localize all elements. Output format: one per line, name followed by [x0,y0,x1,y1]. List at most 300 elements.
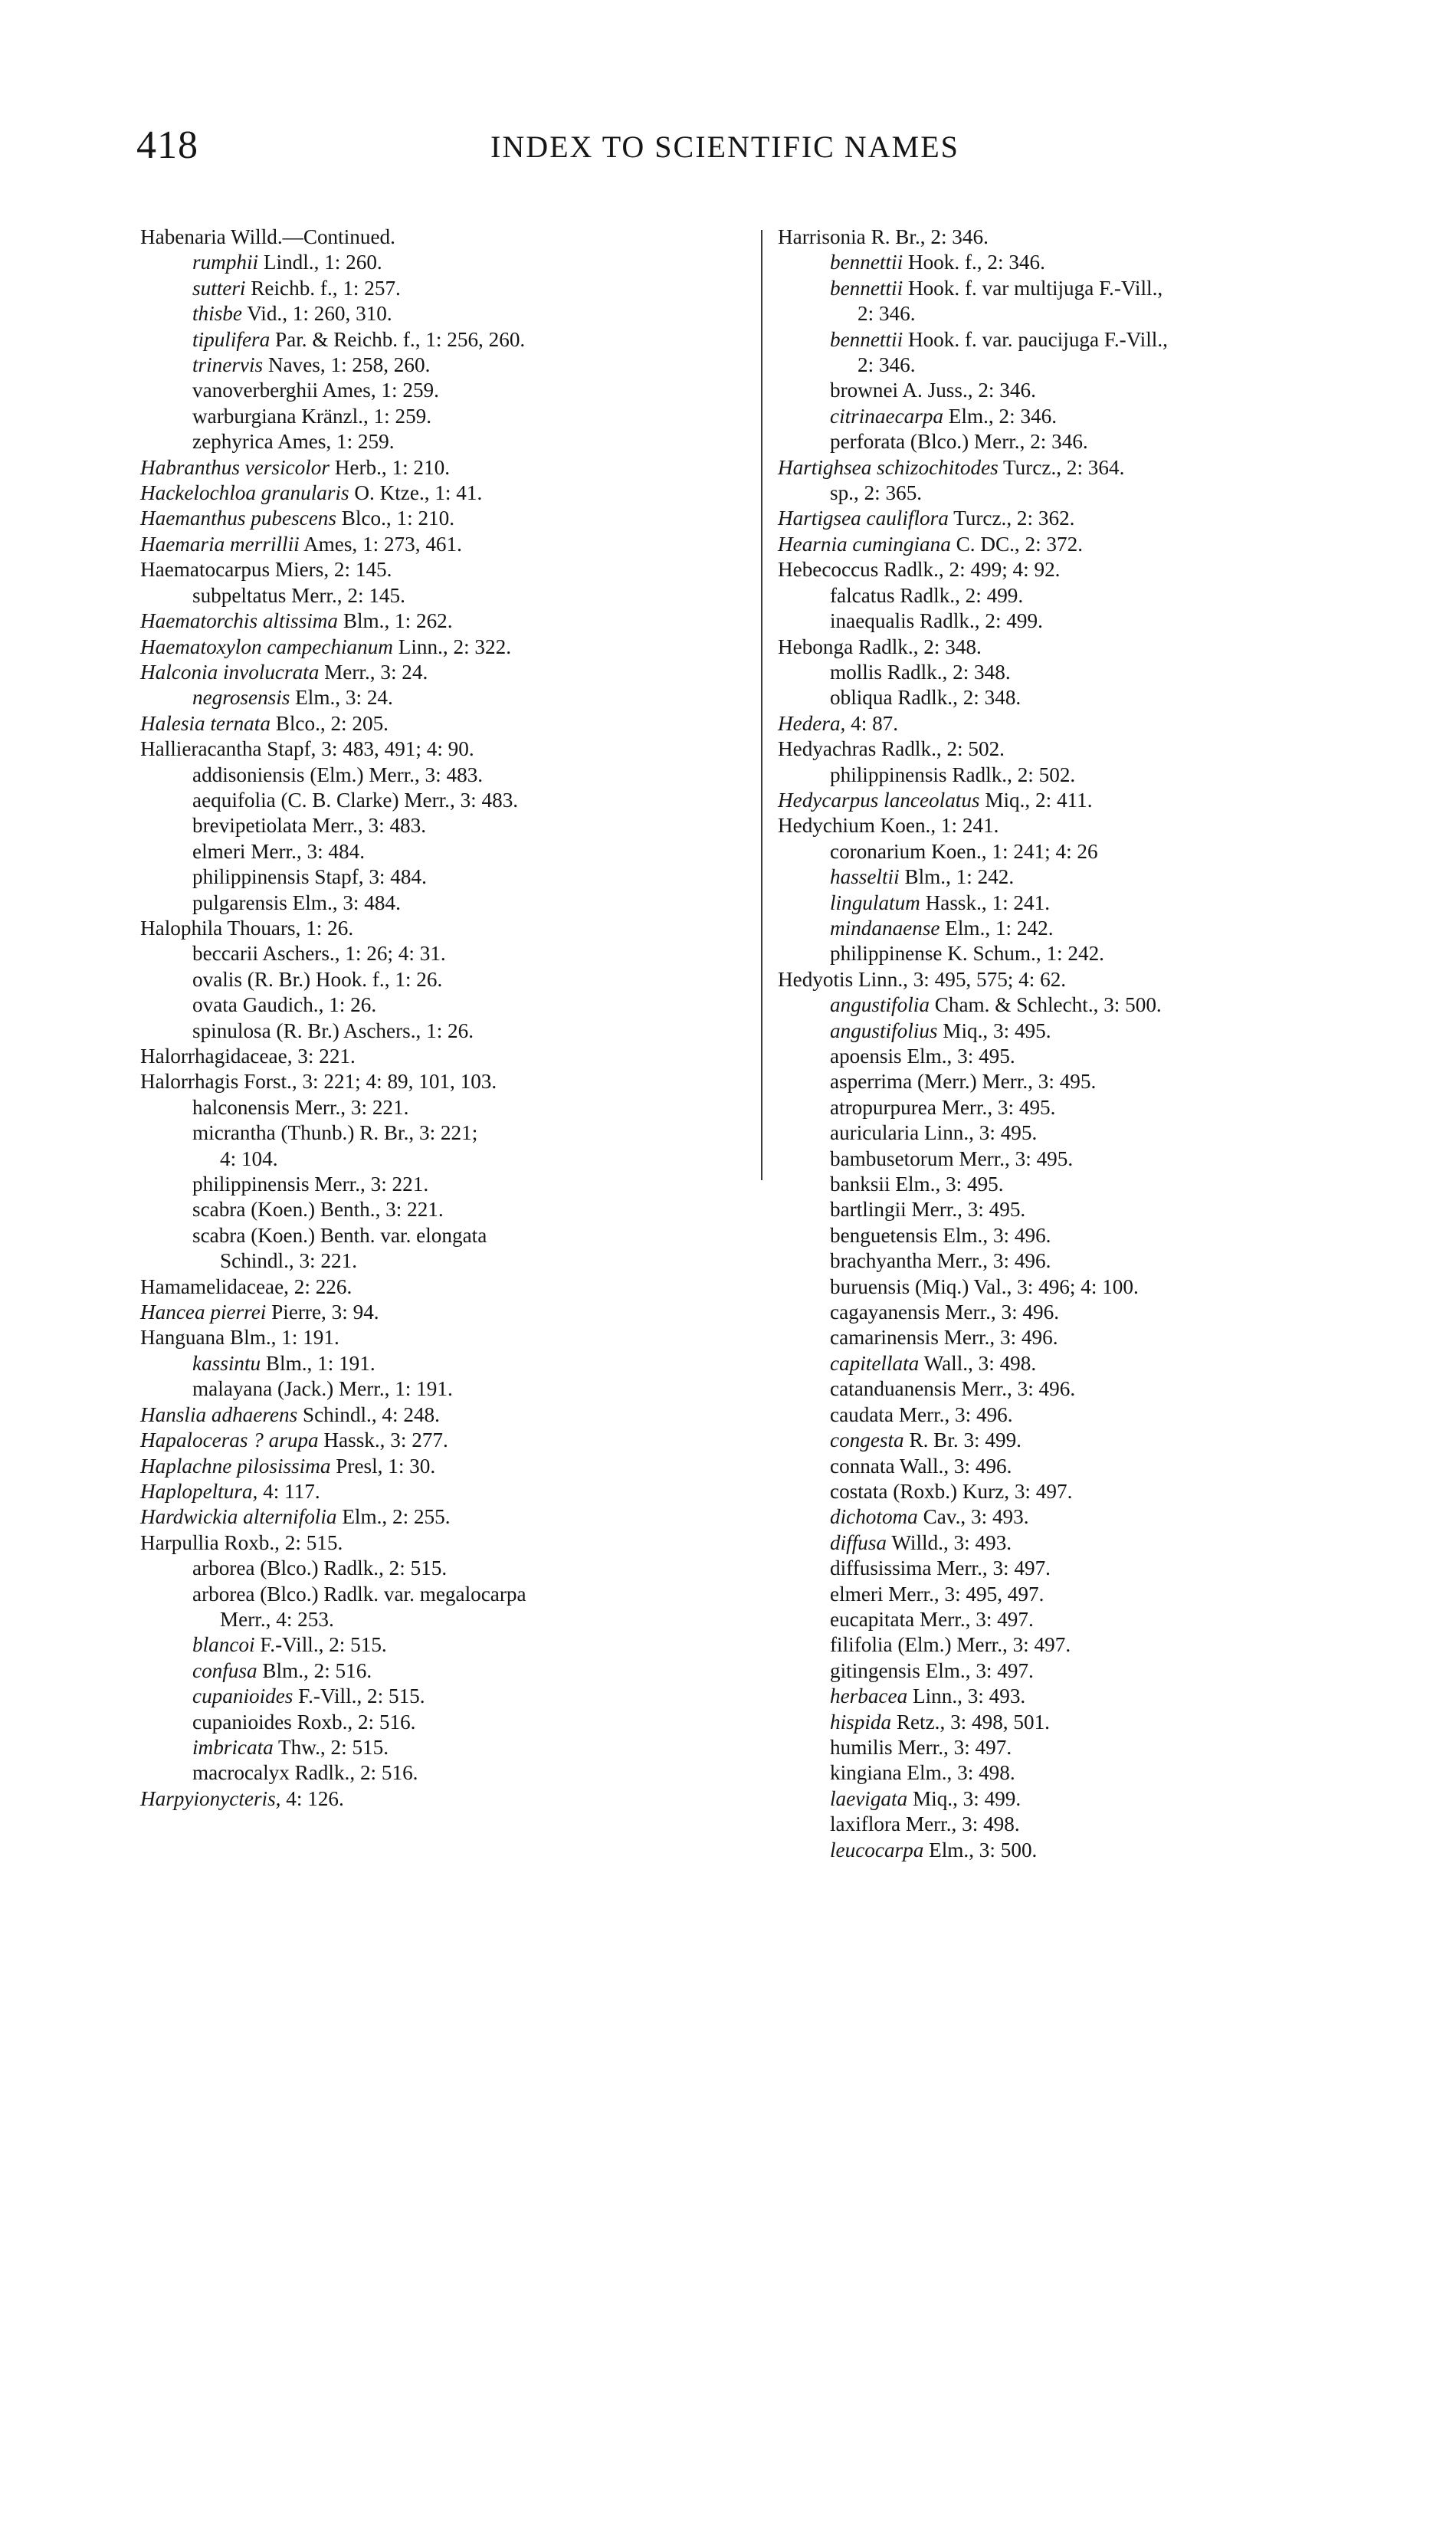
entry-name: ovalis [192,967,242,991]
entry-name: caudata [830,1402,894,1426]
entry-reference: Forst., 3: 221; 4: 89, 101, 103. [244,1070,497,1094]
index-entry [140,1658,746,1684]
entry-reference: C. DC., 2: 372. [956,532,1084,556]
entry-reference: Radlk., 2: 516. [294,1761,418,1785]
index-entry [778,1018,1391,1044]
entry-reference: Herb., 1: 210. [334,455,451,479]
entry-reference: (Merr.) Merr., 3: 495. [917,1070,1097,1094]
index-entry [778,327,1391,353]
entry-reference: Blm., 1: 242. [904,865,1015,889]
entry-reference: Radlk., 2: 502. [952,763,1076,786]
entry-name: Harpullia [140,1530,219,1554]
entry-name: mollis [830,660,882,684]
entry-reference: (R. Br.) Hook. f., 1: 26. [247,967,443,991]
entry-reference: Hassk., 1: 241. [925,891,1050,914]
entry-name: coronarium [830,839,926,863]
entry-reference: Linn., 3: 495, 575; 4: 62. [858,967,1067,991]
entry-reference: Merr., 3: 496. [936,1249,1051,1273]
entry-name: kassintu [192,1351,261,1375]
index-entry [140,1607,746,1632]
entry-reference: Blm., 1: 191. [230,1326,339,1350]
entry-name: Hackelochloa granularis [140,481,349,505]
index-entry [778,1812,1391,1837]
entry-name: rumphii [192,251,259,274]
entry-name: Halconia involucrata [140,660,320,684]
entry-reference: O. Ktze., 1: 41. [354,481,483,505]
entry-reference: Willd., 3: 493. [891,1530,1012,1554]
index-entry [140,378,746,403]
entry-reference: Koen., 1: 241; 4: 26 [931,839,1098,863]
entry-reference: Blm., 1: 262. [343,609,453,633]
entry-name: Hedera, [778,711,846,735]
entry-name: Halorrhagidaceae, [140,1045,293,1068]
index-entry [778,481,1391,506]
index-entry [778,992,1391,1018]
entry-name: Habenaria [140,225,226,248]
entry-reference: Schindl., 3: 221. [220,1249,357,1273]
entry-reference: Merr., 3: 221. [314,1173,429,1196]
entry-reference: Elm., 3: 498. [907,1761,1015,1785]
entry-reference: Miq., 3: 499. [912,1786,1021,1810]
entry-name: micrantha [192,1121,276,1145]
entry-name: Halesia ternata [140,711,271,735]
entry-reference: (Thunb.) R. Br., 3: 221; [280,1121,478,1145]
entry-name: catanduanensis [830,1377,956,1401]
entry-name: Hearnia cumingiana [778,532,951,556]
index-entry [778,1248,1391,1274]
index-entry [778,1556,1391,1581]
entry-name: Haemanthus pubescens [140,507,336,530]
entry-reference: Elm., 1: 242. [945,916,1054,940]
index-entry [140,481,746,506]
entry-reference: (Elm.) Merr., 3: 497. [897,1633,1071,1657]
index-entry [140,1223,746,1248]
entry-reference: Stapf, 3: 484. [314,865,427,889]
entry-name: costata [830,1479,888,1503]
entry-name: Hapaloceras ? arupa [140,1429,319,1452]
entry-name: Hebecoccus [778,558,879,582]
entry-name: Hedychium [778,814,875,838]
index-entry [778,941,1391,966]
entry-name: angustifolius [830,1018,938,1042]
entry-reference: Ames, 1: 259. [322,379,439,402]
entry-reference: 2: 346. [858,353,916,377]
entry-name: filifolia [830,1633,893,1657]
entry-reference: Merr., 3: 497. [936,1556,1051,1580]
index-entry [778,455,1391,481]
entry-name: vanoverberghii [192,379,319,402]
entry-name: Hartigsea cauliflora [778,507,949,530]
index-entry [778,1325,1391,1350]
entry-reference: Merr., 3: 495. [959,1146,1074,1170]
entry-name: Hanslia adhaerens [140,1402,298,1426]
index-entry [140,1786,746,1812]
index-entry [778,1607,1391,1632]
entry-name: perforata [830,430,906,454]
index-entry [140,404,746,429]
index-entry [140,1197,746,1222]
entry-name: beccarii [192,942,259,966]
entry-name: thisbe [192,302,242,326]
index-entry [140,353,746,378]
index-entry [140,1632,746,1658]
entry-reference: Roxb., 2: 516. [297,1710,416,1734]
entry-reference: Merr., 3: 498. [905,1812,1020,1836]
left-column [140,225,746,1812]
entry-name: asperrima [830,1070,913,1094]
index-entry [140,1172,746,1197]
index-entry [140,711,746,736]
index-entry [778,353,1391,378]
index-entry [778,1095,1391,1120]
entry-reference: Thouars, 1: 26. [227,916,354,940]
entry-reference: Elm., 2: 255. [342,1505,451,1529]
index-entry [140,660,746,685]
entry-name: Hartighsea schizochitodes [778,455,999,479]
entry-reference: Elm., 3: 497. [925,1658,1034,1682]
entry-name: dichotoma [830,1505,918,1529]
entry-name: brownei [830,379,899,402]
entry-name: Haematoxylon campechianum [140,635,393,658]
entry-reference: Willd.—Continued. [231,225,395,248]
index-entry [778,557,1391,582]
index-entry [778,1274,1391,1300]
entry-name: banksii [830,1173,890,1196]
entry-name: imbricata [192,1735,274,1759]
entry-name: Habranthus versicolor [140,455,330,479]
index-entry [140,1044,746,1069]
entry-name: atropurpurea [830,1095,936,1119]
index-entry [778,1223,1391,1248]
index-entry [778,1658,1391,1684]
index-entry [140,1760,746,1786]
entry-name: sutteri [192,276,246,300]
entry-reference: Merr., 3: 496. [945,1301,1059,1324]
index-entry [140,1710,746,1735]
entry-name: Haemaria merrillii [140,532,300,556]
entry-name: lingulatum [830,891,920,914]
entry-name: Harrisonia [778,225,866,248]
page-number: 418 [136,123,198,167]
index-entry [140,1095,746,1120]
entry-name: cagayanensis [830,1301,940,1324]
entry-reference: Merr., 3: 24. [324,660,428,684]
entry-name: sp., [830,481,859,505]
entry-reference: Hook. f. var multijuga F.-Vill., [907,276,1163,300]
entry-name: diffusa [830,1530,887,1554]
index-entry [140,1479,746,1504]
index-entry [778,506,1391,531]
index-entry [140,532,746,557]
entry-name: scabra [192,1223,246,1247]
entry-name: inaequalis [830,609,915,633]
entry-name: philippinensis [830,763,947,786]
index-entry [778,301,1391,326]
entry-name: diffusissima [830,1556,932,1580]
index-entry [778,1351,1391,1376]
entry-reference: Presl, 1: 30. [336,1454,436,1478]
index-entry [778,1428,1391,1453]
entry-name: leucocarpa [830,1838,924,1861]
index-entry [140,455,746,481]
entry-reference: Linn., 3: 495. [924,1121,1038,1145]
entry-name: connata [830,1454,895,1478]
entry-reference: Radlk., 2: 499. [920,609,1043,633]
entry-name: macrocalyx [192,1761,290,1785]
entry-name: elmeri [830,1582,884,1606]
index-entry [778,429,1391,454]
entry-reference: Elm., 3: 24. [295,686,393,710]
index-entry [140,685,746,710]
entry-reference: Merr., 3: 495, 497. [888,1582,1044,1606]
index-entry [140,916,746,941]
index-entry [778,1582,1391,1607]
entry-reference: (Blco.) Radlk., 2: 515. [260,1556,448,1580]
entry-reference: Wall., 3: 498. [923,1351,1037,1375]
entry-reference: (Koen.) Benth. var. elongata [251,1223,487,1247]
index-entry [140,429,746,454]
entry-reference: Aschers., 1: 26; 4: 31. [262,942,446,966]
entry-reference: (Miq.) Val., 3: 496; 4: 100. [915,1274,1139,1298]
entry-name: philippinense [830,942,943,966]
index-entry [778,1530,1391,1556]
entry-reference: Cav., 3: 493. [923,1505,1029,1529]
index-entry [140,1248,746,1274]
index-entry [778,763,1391,788]
entry-name: bennettii [830,276,903,300]
entry-reference: Merr., 4: 253. [220,1607,334,1631]
entry-name: mindanaense [830,916,940,940]
index-entry [778,225,1391,250]
entry-name: citrinaecarpa [830,404,943,428]
entry-reference: Merr., 3: 495. [911,1198,1026,1222]
entry-name: bartlingii [830,1198,907,1222]
index-entry [140,557,746,582]
entry-reference: F.-Vill., 2: 515. [298,1684,425,1708]
entry-name: camarinensis [830,1326,939,1350]
entry-name: arborea [192,1556,255,1580]
entry-name: philippinensis [192,865,310,889]
index-entry [140,583,746,608]
entry-reference: Blm., 1: 191. [265,1351,375,1375]
index-entry [140,763,746,788]
entry-name: Hanguana [140,1326,225,1350]
entry-reference: Merr., 3: 495. [941,1095,1056,1119]
entry-reference: Roxb., 2: 515. [224,1530,343,1554]
index-entry [140,1684,746,1709]
index-entry [140,276,746,301]
entry-name: Halorrhagis [140,1070,239,1094]
index-entry [778,1504,1391,1530]
entry-name: benguetensis [830,1223,938,1247]
entry-reference: Wall., 3: 496. [899,1454,1012,1478]
index-entry [140,864,746,890]
index-entry [140,1351,746,1376]
index-entry [778,1044,1391,1069]
index-entry [778,1146,1391,1172]
entry-name: brachyantha [830,1249,932,1273]
entry-reference: F.-Vill., 2: 515. [260,1633,387,1657]
index-entry [778,660,1391,685]
entry-name: capitellata [830,1351,920,1375]
index-entry [140,1402,746,1428]
index-entry [778,916,1391,941]
index-entry [140,506,746,531]
entry-reference: Radlk., 2: 348. [858,635,982,658]
entry-reference: Ames, 1: 273, 461. [303,532,462,556]
index-entry [140,327,746,353]
entry-name: philippinensis [192,1173,310,1196]
index-entry [140,1376,746,1402]
column-divider [761,230,762,1180]
entry-reference: (Blco.) Merr., 2: 346. [910,430,1088,454]
entry-reference: Merr., 3: 221. [294,1095,409,1119]
index-entry [778,404,1391,429]
index-entry [140,1146,746,1172]
entry-reference: Blco., 1: 210. [341,507,455,530]
index-entry [140,1428,746,1453]
entry-reference: Linn., 2: 322. [398,635,511,658]
entry-name: addisoniensis [192,763,305,786]
entry-name: spinulosa [192,1018,271,1042]
entry-reference: Par. & Reichb. f., 1: 256, 260. [275,327,526,351]
entry-name: Halophila [140,916,223,940]
entry-reference: Kränzl., 1: 259. [301,404,432,428]
entry-name: kingiana [830,1761,902,1785]
index-entry [778,864,1391,890]
entry-name: blancoi [192,1633,255,1657]
entry-reference: Merr., 3: 496. [943,1326,1058,1350]
entry-name: arborea [192,1582,255,1606]
entry-name: Hebonga [778,635,854,658]
entry-reference: (Roxb.) Kurz, 3: 497. [893,1479,1073,1503]
index-entry [778,967,1391,992]
index-entry [140,1325,746,1350]
entry-reference: Thw., 2: 515. [278,1735,389,1759]
index-entry [140,1530,746,1556]
entry-reference: Elm., 3: 484. [292,891,401,914]
index-entry [140,1069,746,1094]
entry-reference: Koen., 1: 241. [880,814,999,838]
entry-name: falcatus [830,583,895,607]
entry-name: eucapitata [830,1607,915,1631]
entry-reference: Pierre, 3: 94. [271,1301,379,1324]
entry-reference: Merr., 3: 484. [251,839,366,863]
entry-reference: Radlk., 2: 499; 4: 92. [884,558,1061,582]
entry-reference: Merr., 3: 496. [898,1402,1013,1426]
index-entry [778,608,1391,634]
index-entry [140,1504,746,1530]
index-entry [140,301,746,326]
index-entry [140,1582,746,1607]
entry-reference: 4: 104. [220,1146,278,1170]
entry-reference: Merr., 3: 496. [961,1377,1076,1401]
index-entry [140,967,746,992]
entry-name: Haplachne pilosissima [140,1454,331,1478]
index-entry [778,736,1391,762]
entry-name: humilis [830,1735,893,1759]
entry-reference: Lindl., 1: 260. [263,251,382,274]
entry-name: buruensis [830,1274,910,1298]
index-entry [778,1454,1391,1479]
entry-reference: Merr., 2: 145. [291,583,405,607]
index-entry [778,1069,1391,1094]
entry-name: Haplopeltura, [140,1479,258,1503]
index-entry [778,1197,1391,1222]
entry-name: angustifolia [830,993,930,1017]
entry-reference: 3: 221. [297,1045,356,1068]
entry-name: Hardwickia alternifolia [140,1505,337,1529]
entry-name: trinervis [192,353,264,377]
entry-reference: 2: 365. [864,481,923,505]
index-entry [778,1300,1391,1325]
entry-name: Harpyionycteris, [140,1786,281,1810]
index-entry [778,685,1391,710]
entry-reference: Vid., 1: 260, 310. [247,302,392,326]
entry-name: pulgarensis [192,891,287,914]
entry-name: Haematorchis altissima [140,609,339,633]
entry-reference: Hook. f. var. paucijuga F.-Vill., [907,327,1168,351]
index-entry [778,378,1391,403]
entry-reference: Elm., 3: 500. [929,1838,1038,1861]
index-entry [778,276,1391,301]
entry-name: apoensis [830,1045,902,1068]
entry-reference: Elm., 3: 495. [907,1045,1015,1068]
index-entry [140,635,746,660]
index-entry [778,839,1391,864]
index-entry [140,891,746,916]
running-title: INDEX TO SCIENTIFIC NAMES [490,130,959,164]
index-entry [778,1760,1391,1786]
entry-reference: Hook. f., 2: 346. [907,251,1045,274]
entry-reference: K. Schum., 1: 242. [947,942,1104,966]
entry-name: confusa [192,1658,257,1682]
index-entry [140,992,746,1018]
entry-reference: (Blco.) Radlk. var. megalocarpa [260,1582,526,1606]
entry-reference: R. Br., 2: 346. [871,225,989,248]
entry-reference: Schindl., 4: 248. [302,1402,440,1426]
entry-reference: (Elm.) Merr., 3: 483. [310,763,484,786]
entry-reference: Miq., 2: 411. [985,788,1093,812]
index-entry [140,608,746,634]
page-header [0,123,1456,192]
entry-name: cupanioides [192,1710,292,1734]
entry-name: zephyrica [192,430,274,454]
index-entry [140,250,746,275]
entry-name: Haematocarpus [140,558,271,582]
entry-reference: Cham. & Schlecht., 3: 500. [934,993,1162,1017]
entry-reference: Merr., 3: 497. [897,1735,1012,1759]
index-entry [778,250,1391,275]
index-entry [140,1556,746,1581]
entry-name: laevigata [830,1786,908,1810]
entry-reference: Merr., 3: 483. [312,814,427,838]
right-column [778,225,1391,1863]
entry-reference: Merr., 3: 497. [919,1607,1034,1631]
entry-reference: Radlk., 2: 348. [887,660,1011,684]
entry-name: congesta [830,1429,904,1452]
entry-reference: Blm., 2: 516. [262,1658,372,1682]
entry-reference: 2: 346. [858,302,916,326]
entry-reference: Radlk., 2: 348. [897,686,1021,710]
index-entry [778,1402,1391,1428]
entry-name: hasseltii [830,865,900,889]
index-entry [140,225,746,250]
entry-name: Hedycarpus lanceolatus [778,788,980,812]
entry-name: aequifolia [192,788,276,812]
entry-reference: Reichb. f., 1: 257. [251,276,401,300]
entry-name: malayana [192,1377,273,1401]
